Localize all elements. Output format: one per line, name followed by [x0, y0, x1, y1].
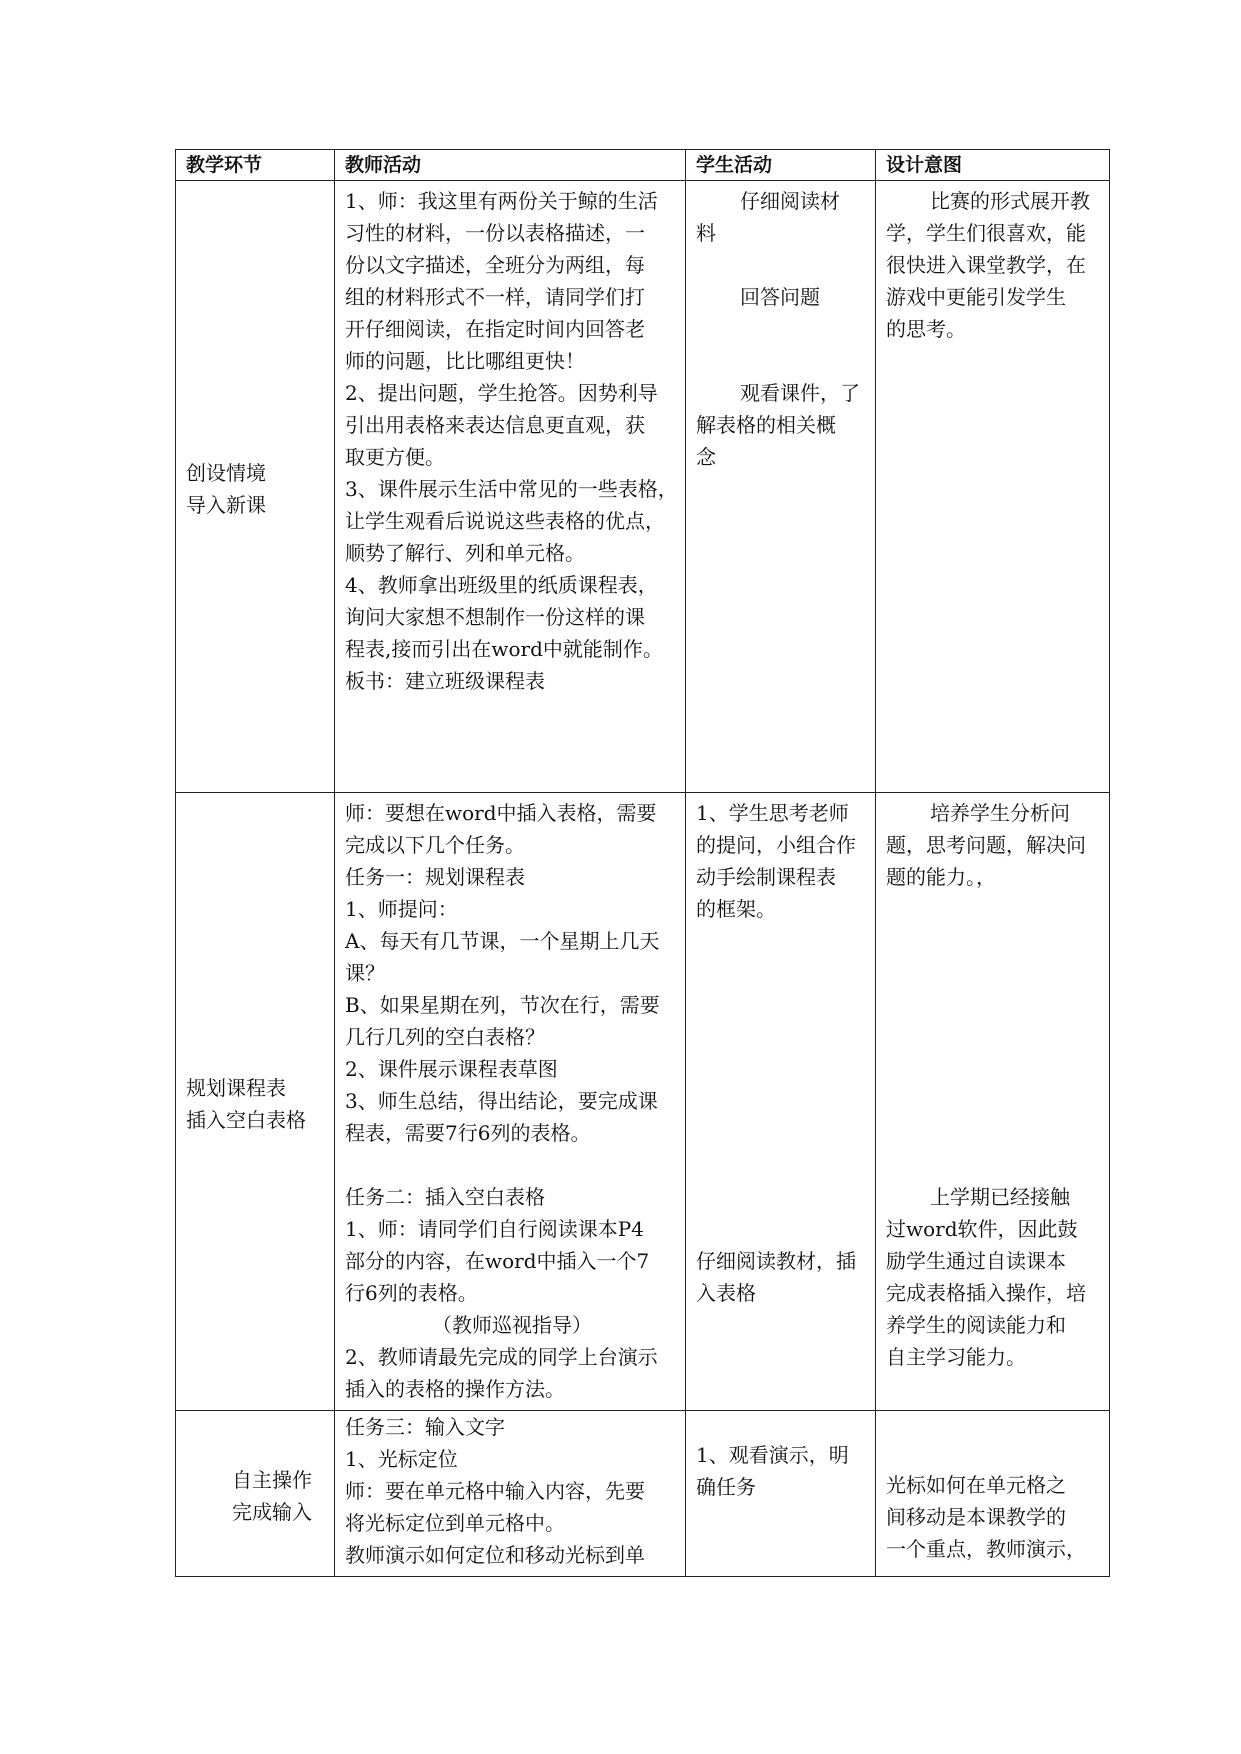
text-line: 程表，需要7行6列的表格。	[345, 1121, 591, 1145]
text-line: 教师演示如何定位和移动光标到单	[345, 1543, 645, 1567]
text-line: 过word软件，因此鼓	[886, 1217, 1078, 1241]
text-line: 1、学生思考老师	[696, 801, 849, 825]
text-line: 2、提出问题，学生抢答。因势利导	[345, 381, 658, 405]
stage-line: 创设情境	[186, 460, 266, 485]
text-line: 组的材料形式不一样，请同学们打	[345, 285, 645, 309]
text-line: 1、光标定位	[345, 1447, 458, 1471]
table-header-row	[176, 150, 1110, 181]
text-line: 部分的内容，在word中插入一个7	[345, 1249, 650, 1273]
text-line: 仔细阅读教材，插	[696, 1249, 856, 1273]
text-line: 课？	[345, 961, 385, 985]
stage-cell	[176, 1411, 335, 1577]
design-intent-cell	[876, 1411, 1110, 1577]
text-line: （教师巡视指导）	[432, 1313, 592, 1337]
text-line: 师：要在单元格中输入内容，先要	[345, 1479, 645, 1503]
text-line: 1、观看演示，明	[696, 1443, 849, 1467]
text-line: 程表,接而引出在word中就能制作。	[345, 637, 663, 661]
teacher-activity-cell	[335, 181, 686, 793]
text-line: 上学期已经接触	[930, 1185, 1070, 1209]
text-line: 的框架。	[696, 897, 776, 921]
text-line: 开仔细阅读，在指定时间内回答老	[345, 317, 645, 341]
teacher-activity-cell	[335, 793, 686, 1411]
text-line: 师的问题，比比哪组更快！	[345, 349, 585, 373]
design-intent-cell	[876, 793, 1110, 1411]
teacher-activity-cell	[335, 1411, 686, 1577]
stage-cell	[176, 793, 335, 1411]
text-line: 题的能力。，	[886, 865, 996, 889]
text-line: 料	[696, 221, 716, 245]
text-line: 让学生观看后说说这些表格的优点，	[345, 509, 665, 533]
text-line: 询问大家想不想制作一份这样的课	[345, 605, 645, 629]
text-line: 几行几列的空白表格？	[345, 1025, 545, 1049]
text-line: 念	[696, 445, 716, 469]
student-activity-cell	[686, 793, 876, 1411]
text-line: 解表格的相关概	[696, 413, 836, 437]
text-line: 3、师生总结，得出结论，要完成课	[345, 1089, 658, 1113]
text-line: 将光标定位到单元格中。	[345, 1511, 565, 1535]
text-line: 养学生的阅读能力和	[886, 1313, 1066, 1337]
student-activity-cell	[686, 181, 876, 793]
stage-line: 规划课程表	[186, 1075, 286, 1100]
text-line: 励学生通过自读课本	[886, 1249, 1066, 1273]
text-line: 2、课件展示课程表草图	[345, 1057, 558, 1081]
text-line: 完成以下几个任务。	[345, 833, 525, 857]
text-line: 游戏中更能引发学生	[886, 285, 1066, 309]
header-design-intent: 设计意图	[876, 150, 1110, 181]
header-student-activity: 学生活动	[686, 150, 876, 181]
table-row	[176, 181, 1110, 793]
text-line: 取更方便。	[345, 445, 445, 469]
text-line: B、如果星期在列，节次在行，需要	[345, 993, 660, 1017]
text-line: 入表格	[696, 1281, 756, 1305]
header-teacher-activity: 教师活动	[335, 150, 686, 181]
table-row	[176, 793, 1110, 1411]
text-line: 任务三：输入文字	[345, 1415, 505, 1439]
text-line: 的提问，小组合作	[696, 833, 856, 857]
text-line: 2、教师请最先完成的同学上台演示	[345, 1345, 658, 1369]
text-line: 3、课件展示生活中常见的一些表格，	[345, 477, 678, 501]
text-line: 仔细阅读材	[740, 189, 840, 213]
stage-line: 完成输入	[232, 1499, 312, 1524]
text-line: 1、师：请同学们自行阅读课本P4	[345, 1217, 644, 1241]
text-line: 一个重点，教师演示，	[886, 1537, 1086, 1561]
text-line: 比赛的形式展开教	[930, 189, 1090, 213]
text-line: 间移动是本课教学的	[886, 1505, 1066, 1529]
text-line: 自主学习能力。	[886, 1345, 1026, 1369]
text-line: 很快进入课堂教学，在	[886, 253, 1086, 277]
stage-line: 插入空白表格	[186, 1107, 306, 1132]
text-line: 的思考。	[886, 317, 966, 341]
text-line: A、每天有几节课，一个星期上几天	[345, 929, 660, 953]
text-line: 份以文字描述，全班分为两组，每	[345, 253, 645, 277]
text-line: 学，学生们很喜欢，能	[886, 221, 1086, 245]
text-line: 行6列的表格。	[345, 1281, 478, 1305]
text-line: 4、教师拿出班级里的纸质课程表，	[345, 573, 658, 597]
text-line: 观看课件，了	[740, 381, 860, 405]
text-line: 确任务	[696, 1475, 756, 1499]
text-line: 完成表格插入操作，培	[886, 1281, 1086, 1305]
text-line: 光标如何在单元格之	[886, 1473, 1066, 1497]
text-line: 培养学生分析问	[930, 801, 1070, 825]
text-line: 动手绘制课程表	[696, 865, 836, 889]
text-line: 引出用表格来表达信息更直观，获	[345, 413, 645, 437]
text-line: 板书：建立班级课程表	[345, 669, 545, 693]
text-line: 1、师：我这里有两份关于鲸的生活	[345, 189, 658, 213]
text-line: 插入的表格的操作方法。	[345, 1377, 565, 1401]
header-stage: 教学环节	[176, 150, 335, 181]
text-line: 习性的材料，一份以表格描述，一	[345, 221, 645, 245]
design-intent-cell	[876, 181, 1110, 793]
text-line: 任务二：插入空白表格	[345, 1185, 545, 1209]
text-line: 1、师提问：	[345, 897, 458, 921]
text-line: 师：要想在word中插入表格，需要	[345, 801, 657, 825]
table-row	[176, 1411, 1110, 1577]
stage-cell	[176, 181, 335, 793]
stage-line: 自主操作	[232, 1467, 312, 1492]
text-line: 题，思考问题，解决问	[886, 833, 1086, 857]
text-line: 回答问题	[740, 285, 820, 309]
lesson-plan-table	[175, 149, 1110, 1577]
text-line: 顺势了解行、列和单元格。	[345, 541, 585, 565]
student-activity-cell	[686, 1411, 876, 1577]
text-line: 任务一：规划课程表	[345, 865, 525, 889]
stage-line: 导入新课	[186, 492, 266, 517]
